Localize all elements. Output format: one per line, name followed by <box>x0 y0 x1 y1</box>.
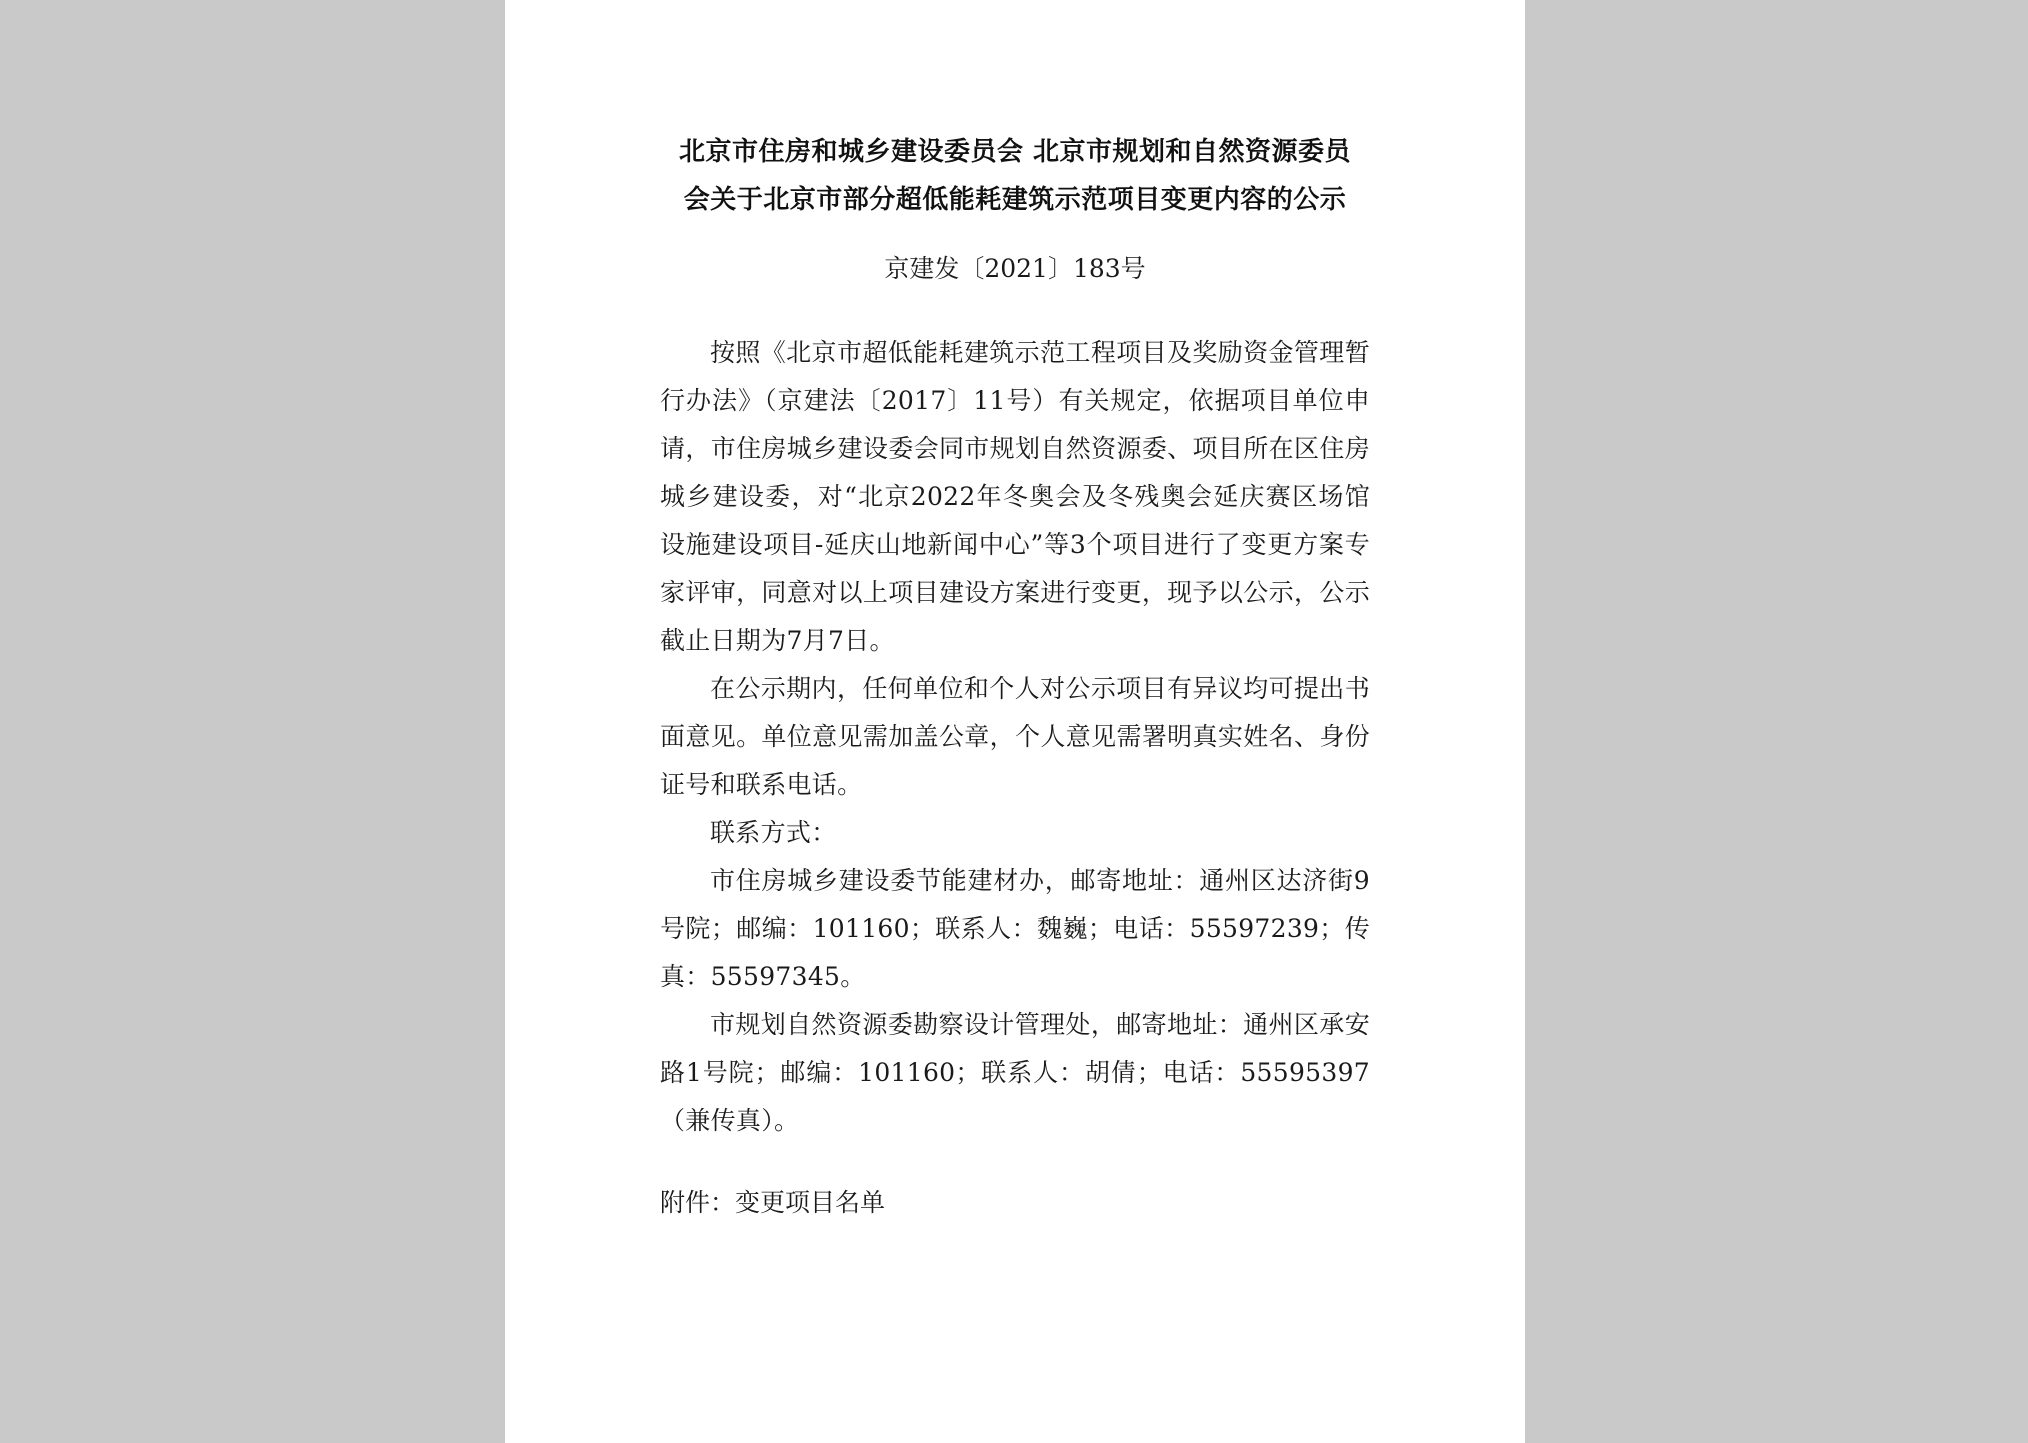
paragraph-objection: 在公示期内，任何单位和个人对公示项目有异议均可提出书面意见。单位意见需加盖公章，个人意见需署明真实姓名、身份证号和联系电话。 <box>660 674 1370 799</box>
paragraph-contact-housing: 市住房城乡建设委节能建材办，邮寄地址：通州区达济街9号院；邮编：101160；联系人：魏巍；电话：55597239；传真：55597345。 <box>660 866 1370 991</box>
document-content <box>660 128 1370 1227</box>
attachment-line: 附件：变更项目名单 <box>660 1188 886 1217</box>
paragraph-contact-planning: 市规划自然资源委勘察设计管理处，邮寄地址：通州区承安路1号院；邮编：101160；联系人：胡倩；电话：55595397（兼传真）。 <box>660 1010 1370 1135</box>
document-page <box>505 0 1525 1443</box>
document-number: 京建发〔2021〕183号 <box>884 254 1146 283</box>
title-line-2: 会关于北京市部分超低能耗建筑示范项目变更内容的公示 <box>683 185 1347 215</box>
document-title <box>660 128 1370 224</box>
title-line-1: 北京市住房和城乡建设委员会 北京市规划和自然资源委员 <box>678 137 1352 167</box>
paragraph-contact-heading: 联系方式： <box>710 818 837 847</box>
paragraph-basis: 按照《北京市超低能耗建筑示范工程项目及奖励资金管理暂行办法》（京建法〔2017〕11号）有关规定，依据项目单位申请，市住房城乡建设委会同市规划自然资源委、项目所在区住房城乡建设委，对“北京2022年冬奥会及冬残奥会延庆赛区场馆设施建设项目-延庆山地新闻中心”等3个项目进行了变更方案专家评审，同意对以上项目建设方案进行变更，现予以公示，公示截止日期为7月7日。 <box>660 338 1370 655</box>
